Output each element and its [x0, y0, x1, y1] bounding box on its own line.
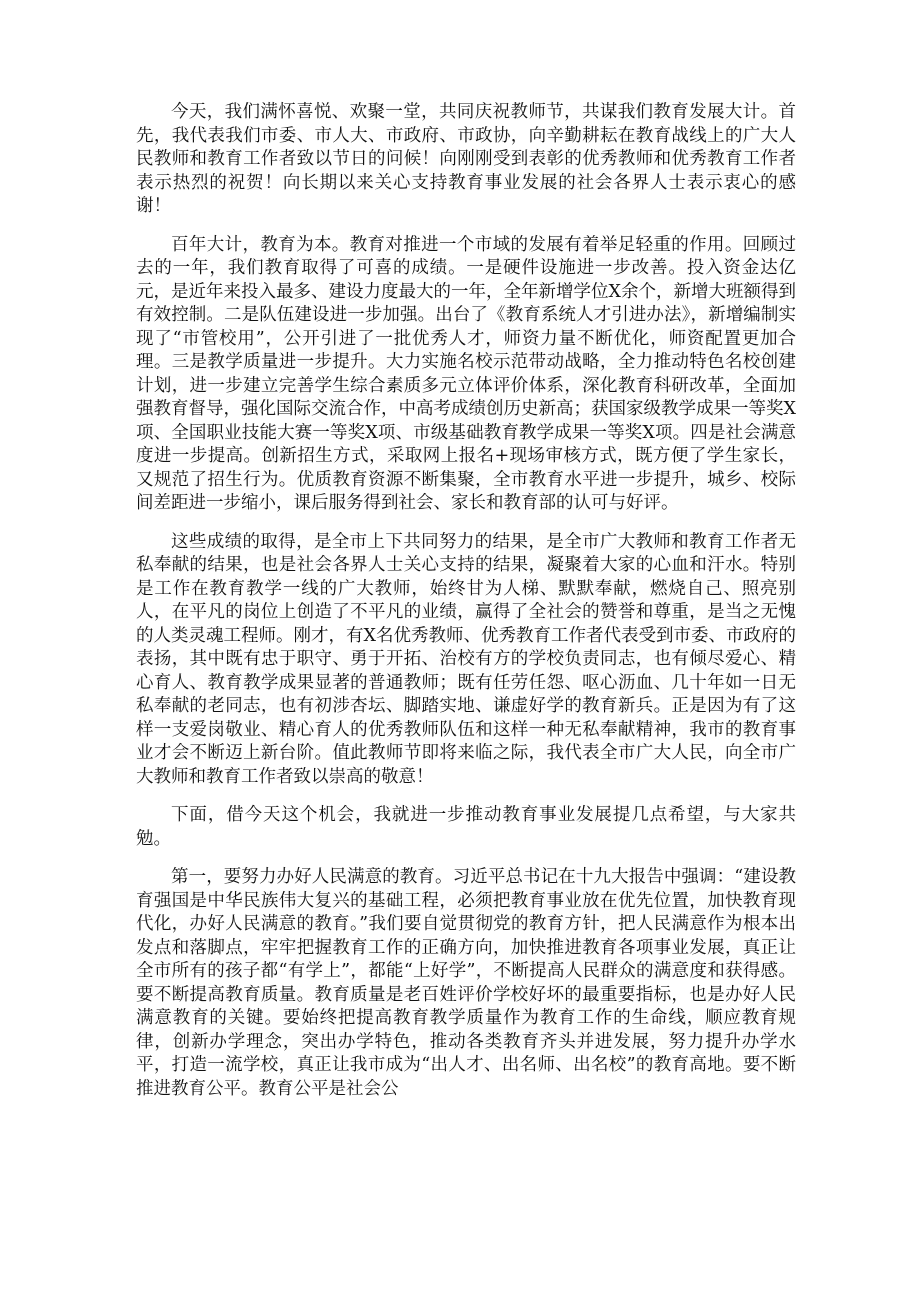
paragraph-greeting: 今天，我们满怀喜悦、欢聚一堂，共同庆祝教师节，共谋我们教育发展大计。首先，我代表我们市委、市人大、市政府、市政协，向辛勤耕耘在教育战线上的广大人民教师和教育工作者致以节日的问候！向刚刚受到表彰的优秀教师和优秀教育工作者表示热烈的祝贺！向长期以来关心支持教育事业发展的社会各界人士表示衷心的感谢！ [136, 102, 796, 216]
paragraph-hopes-intro: 下面，借今天这个机会，我就进一步推动教育事业发展提几点希望，与大家共勉。 [136, 805, 796, 849]
document-body [136, 101, 796, 1116]
paragraph-teachers-contribution: 这些成绩的取得，是全市上下共同努力的结果，是全市广大教师和教育工作者无私奉献的结果，也是社会各界人士关心支持的结果，凝聚着大家的心血和汗水。特别是工作在教育教学一线的广大教师，始终甘为人梯、默默奉献，燃烧自己、照亮别人，在平凡的岗位上创造了不平凡的业绩，赢得了全社会的赞誉和尊重，是当之无愧的人类灵魂工程师。刚才，有X名优秀教师、优秀教育工作者代表受到市委、市政府的表扬，其中既有忠于职守、勇于开拓、治校有方的学校负责同志，也有倾尽爱心、精心育人、教育教学成果显著的普通教师；既有任劳任怨、呕心沥血、几十年如一日无私奉献的老同志，也有初涉杏坛、脚踏实地、谦虚好学的教育新兵。正是因为有了这样一支爱岗敬业、精心育人的优秀教师队伍和这样一种无私奉献精神，我市的教育事业才会不断迈上新台阶。值此教师节即将来临之际，我代表全市广大人民，向全市广大教师和教育工作者致以崇高的敬意！ [136, 531, 796, 787]
paragraph-first-hope: 第一，要努力办好人民满意的教育。习近平总书记在十九大报告中强调：“建设教育强国是中华民族伟大复兴的基础工程，必须把教育事业放在优先位置，加快教育现代化，办好人民满意的教育。”我们要自觉贯彻党的教育方针，把人民满意作为根本出发点和落脚点，牢牢把握教育工作的正确方向，加快推进教育各项事业发展，真正让全市所有的孩子都“有学上”，都能“上好学”，不断提高人民群众的满意度和获得感。要不断提高教育质量。教育质量是老百姓评价学校好坏的最重要指标，也是办好人民满意教育的关键。要始终把提高教育教学质量作为教育工作的生命线，顺应教育规律，创新办学理念，突出办学特色，推动各类教育齐头并进发展，努力提升办学水平，打造一流学校，真正让我市成为“出人才、出名师、出名校”的教育高地。要不断推进教育公平。教育公平是社会公 [136, 867, 796, 1099]
paragraph-achievements: 百年大计，教育为本。教育对推进一个市域的发展有着举足轻重的作用。回顾过去的一年，我们教育取得了可喜的成绩。一是硬件设施进一步改善。投入资金达亿元，是近年来投入最多、建设力度最大的一年，全年新增学位X余个，新增大班额得到有效控制。二是队伍建设进一步加强。出台了《教育系统人才引进办法》，新增编制实现了“市管校用”，公开引进了一批优秀人才，师资力量不断优化，师资配置更加合理。三是教学质量进一步提升。大力实施名校示范带动战略，全力推动特色名校创建计划，进一步建立完善学生综合素质多元立体评价体系，深化教育科研改革，全面加强教育督导，强化国际交流合作，中高考成绩创历史新高；获国家级教学成果一等奖X项、全国职业技能大赛一等奖X项、市级基础教育教学成果一等奖X项。四是社会满意度进一步提高。创新招生方式，采取网上报名+现场审核方式，既方便了学生家长，又规范了招生行为。优质教育资源不断集聚，全市教育水平进一步提升，城乡、校际间差距进一步缩小，课后服务得到社会、家长和教育部的认可与好评。 [136, 234, 796, 513]
